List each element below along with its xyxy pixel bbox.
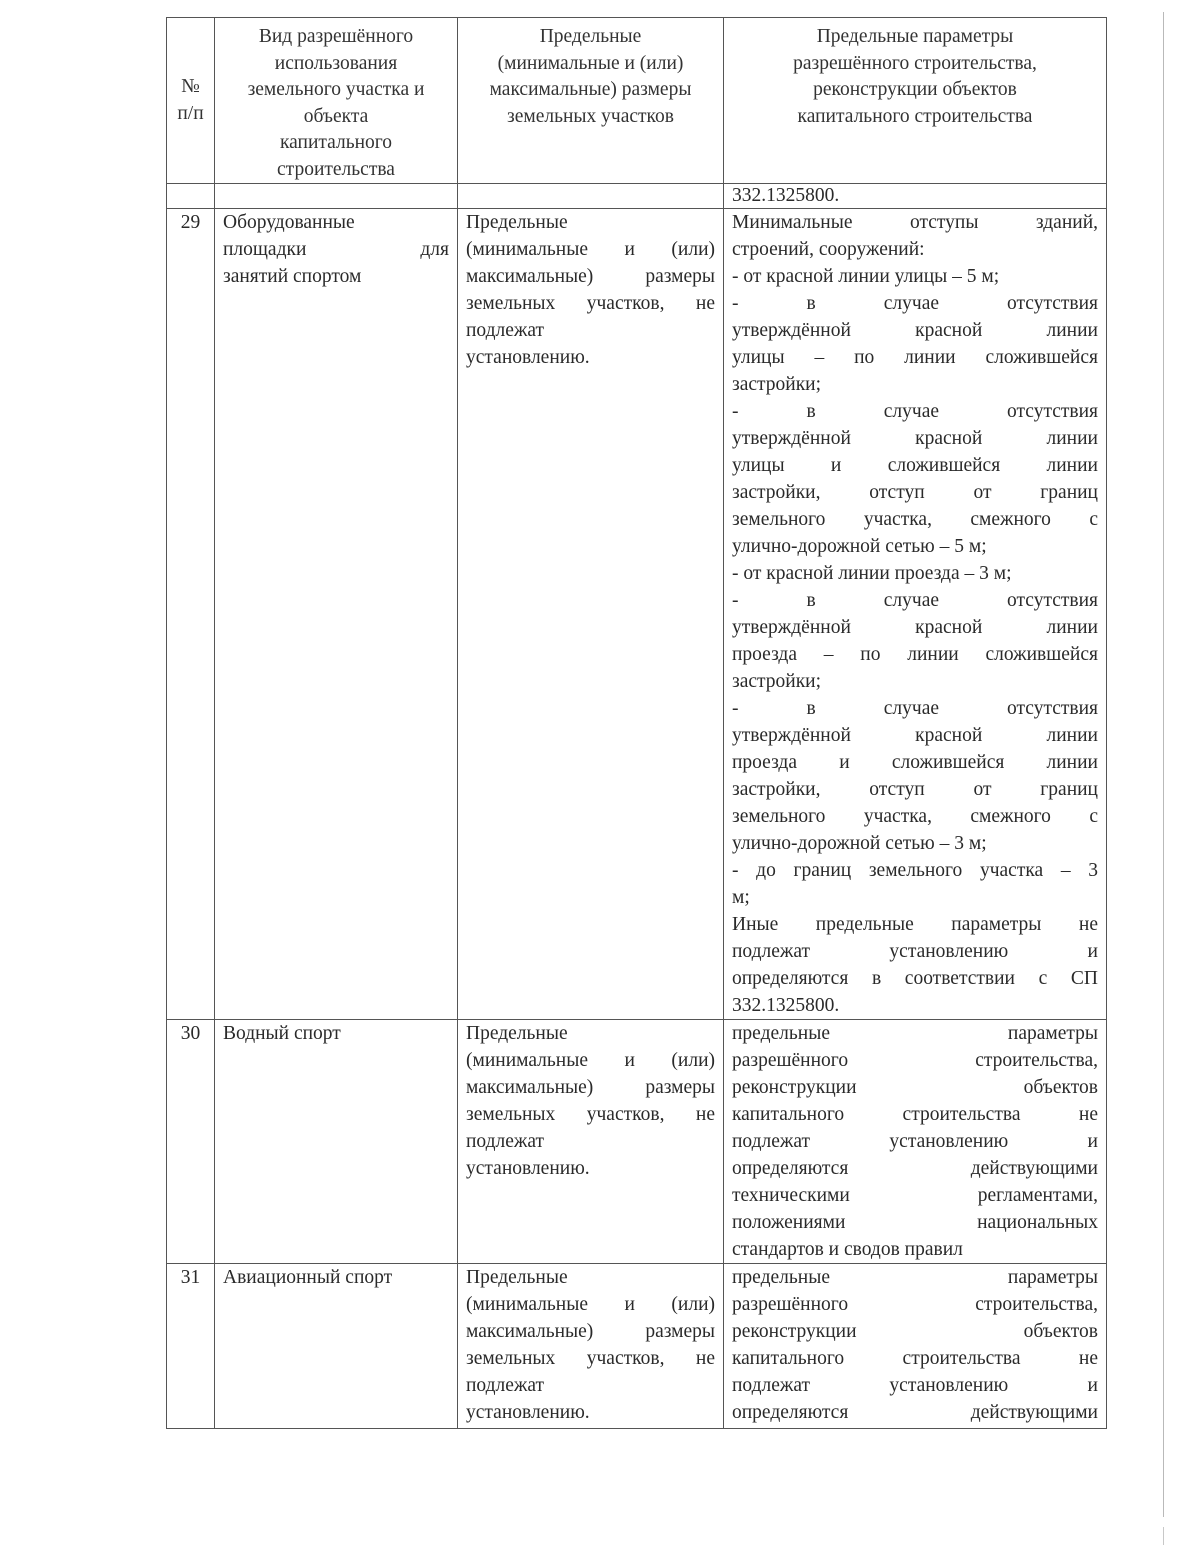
text-line: определяются в соответствии с СП	[732, 968, 1098, 989]
text-line: утверждённой красной линии	[732, 320, 1098, 341]
scan-page-edge-mark	[1163, 1527, 1164, 1545]
text-line: определяются действующими	[732, 1402, 1098, 1423]
text-line: Водный спорт	[223, 1023, 341, 1044]
text-line: - в случае отсутствия	[732, 590, 1098, 611]
text-line: Авиационный спорт	[223, 1267, 393, 1288]
header-type	[215, 18, 458, 184]
text-line: Оборудованные	[223, 212, 355, 233]
text-line: м;	[732, 887, 750, 908]
text-line: положениями национальных	[732, 1212, 1098, 1233]
text-line: Минимальные отступы зданий,	[732, 212, 1098, 233]
text-line: улицы – по линии сложившейся	[732, 347, 1098, 368]
text-line: предельные параметры	[732, 1023, 1098, 1044]
row-building-params	[724, 1020, 1107, 1264]
continuation-num-cell	[167, 184, 215, 209]
row-plot-size	[458, 209, 724, 1020]
header-type-line: объекта	[303, 105, 369, 127]
text-line: подлежат	[466, 320, 545, 341]
header-type-line: использования	[274, 52, 398, 74]
text-line: Иные предельные параметры не	[732, 914, 1098, 935]
continuation-row	[167, 184, 1107, 209]
header-params-line: разрешённого строительства,	[793, 52, 1037, 74]
text-line: строений, сооружений:	[732, 239, 925, 260]
text-line: максимальные) размеры	[466, 1321, 715, 1342]
text-line: стандартов и сводов правил	[732, 1239, 963, 1260]
text-line: земельных участков, не	[466, 293, 715, 314]
header-size-line: земельных участков	[507, 105, 674, 127]
table-row	[167, 1020, 1107, 1264]
header-size-line: максимальные) размеры	[489, 79, 692, 100]
header-size	[458, 18, 724, 184]
text-line: застройки, отступ от границ	[732, 779, 1098, 800]
scan-page-edge	[1163, 12, 1164, 1517]
text-line: определяются действующими	[732, 1158, 1098, 1179]
row-number: 29	[167, 209, 215, 1020]
text-line: улично-дорожной сетью – 3 м;	[732, 833, 987, 854]
text-line: максимальные) размеры	[466, 266, 715, 287]
row-land-use-type	[215, 209, 458, 1020]
header-params-line: Предельные параметры	[816, 26, 1014, 47]
text-line: (минимальные и (или)	[466, 1050, 715, 1071]
header-type-line: земельного участка и	[247, 79, 425, 100]
text-line: занятий спортом	[223, 266, 362, 287]
text-line: установлению.	[466, 1158, 590, 1179]
text-line: подлежат	[466, 1131, 545, 1152]
row-plot-size	[458, 1020, 724, 1264]
header-num-line: №	[181, 76, 200, 97]
text-line: земельного участка, смежного с	[732, 806, 1098, 827]
table-row	[167, 1264, 1107, 1429]
header-type-line: капитального	[279, 132, 393, 153]
header-type-line: строительства	[277, 158, 395, 180]
text-line: техническими регламентами,	[732, 1185, 1098, 1206]
row-land-use-type	[215, 1264, 458, 1429]
text-line: капитального строительства не	[732, 1104, 1098, 1125]
text-line: реконструкции объектов	[732, 1077, 1098, 1098]
text-line: разрешённого строительства,	[732, 1050, 1098, 1071]
text-line: застройки, отступ от границ	[732, 482, 1098, 503]
text-line: - от красной линии проезда – 3 м;	[732, 563, 1012, 584]
table-header-row	[167, 18, 1107, 184]
text-line: разрешённого строительства,	[732, 1294, 1098, 1315]
text-line: Предельные	[466, 1267, 568, 1288]
text-line: реконструкции объектов	[732, 1321, 1098, 1342]
header-num-line: п/п	[177, 102, 204, 124]
text-line: Предельные	[466, 212, 568, 233]
header-params-line: реконструкции объектов	[813, 79, 1017, 100]
text-line: (минимальные и (или)	[466, 1294, 715, 1315]
text-line: Предельные	[466, 1023, 568, 1044]
text-line: - от красной линии улицы – 5 м;	[732, 266, 1000, 287]
text-line: площадки для	[223, 239, 449, 260]
text-line: - в случае отсутствия	[732, 401, 1098, 422]
text-line: подлежат установлению и	[732, 1375, 1098, 1396]
row-land-use-type	[215, 1020, 458, 1264]
text-line: проезда и сложившейся линии	[732, 752, 1098, 773]
header-size-line: (минимальные и (или)	[497, 52, 684, 74]
header-type-line: Вид разрешённого	[258, 26, 414, 47]
header-params-line: капитального строительства	[797, 105, 1033, 127]
text-line: - в случае отсутствия	[732, 293, 1098, 314]
text-line: (минимальные и (или)	[466, 239, 715, 260]
row-building-params	[724, 209, 1107, 1020]
continuation-params-cell: 332.1325800.	[724, 184, 1107, 209]
text-line: земельных участков, не	[466, 1348, 715, 1369]
header-params	[724, 18, 1107, 184]
text-line: 332.1325800.	[732, 995, 840, 1016]
continuation-type-cell	[215, 184, 458, 209]
text-line: - в случае отсутствия	[732, 698, 1098, 719]
row-plot-size	[458, 1264, 724, 1429]
continuation-size-cell	[458, 184, 724, 209]
row-building-params	[724, 1264, 1107, 1429]
text-line: установлению.	[466, 1402, 590, 1423]
text-line: установлению.	[466, 347, 590, 368]
text-line: земельных участков, не	[466, 1104, 715, 1125]
text-line: предельные параметры	[732, 1267, 1098, 1288]
row-number: 30	[167, 1020, 215, 1264]
text-line: застройки;	[732, 374, 822, 395]
text-line: проезда – по линии сложившейся	[732, 644, 1098, 665]
text-line: подлежат установлению и	[732, 941, 1098, 962]
text-line: улицы и сложившейся линии	[732, 455, 1098, 476]
text-line: земельного участка, смежного с	[732, 509, 1098, 530]
text-line: улично-дорожной сетью – 5 м;	[732, 536, 987, 557]
land-use-parameters-table	[166, 17, 1107, 1429]
text-line: утверждённой красной линии	[732, 428, 1098, 449]
text-line: утверждённой красной линии	[732, 725, 1098, 746]
text-line: - до границ земельного участка – 3	[732, 860, 1098, 881]
text-line: застройки;	[732, 671, 822, 692]
text-line: подлежат	[466, 1375, 545, 1396]
table-row	[167, 209, 1107, 1020]
header-size-line: Предельные	[539, 26, 642, 47]
text-line: капитального строительства не	[732, 1348, 1098, 1369]
row-number: 31	[167, 1264, 215, 1429]
text-line: подлежат установлению и	[732, 1131, 1098, 1152]
header-num	[167, 18, 215, 184]
text-line: максимальные) размеры	[466, 1077, 715, 1098]
text-line: утверждённой красной линии	[732, 617, 1098, 638]
